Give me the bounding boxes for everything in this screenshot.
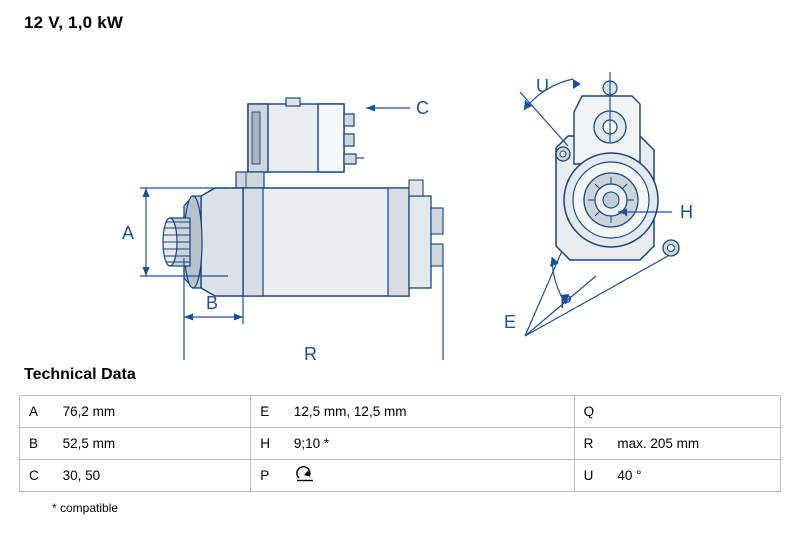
row-key-a: A <box>20 396 54 428</box>
label-h: H <box>680 202 693 222</box>
row-value-c: 30, 50 <box>54 460 251 492</box>
technical-data-table <box>19 395 781 492</box>
row-value-h: 9;10 * <box>285 428 574 460</box>
row-value-u: 40 ° <box>608 460 780 492</box>
label-a: A <box>122 223 135 243</box>
leader-c <box>366 105 410 112</box>
label-c: C <box>416 98 429 118</box>
row-value-e: 12,5 mm, 12,5 mm <box>285 396 574 428</box>
solenoid-part <box>248 98 364 172</box>
row-value-p <box>285 460 574 492</box>
row-value-b: 52,5 mm <box>54 428 251 460</box>
label-b: B <box>206 293 219 313</box>
label-e: E <box>504 312 517 332</box>
row-key-u: U <box>574 460 608 492</box>
row-value-q <box>608 396 780 428</box>
side-view-group <box>122 98 443 360</box>
technical-data-title: Technical Data <box>24 366 136 383</box>
row-value-r: max. 205 mm <box>608 428 780 460</box>
row-key-b: B <box>20 428 54 460</box>
row-key-q: Q <box>574 396 608 428</box>
pinion-front <box>564 153 658 247</box>
row-key-e: E <box>251 396 285 428</box>
table-row <box>20 396 781 428</box>
table-row <box>20 428 781 460</box>
row-value-a: 76,2 mm <box>54 396 251 428</box>
starter-motor-drawing <box>0 36 800 360</box>
angle-p-e <box>525 251 668 336</box>
row-key-r: R <box>574 428 608 460</box>
front-view-group <box>504 72 693 336</box>
page-title: 12 V, 1,0 kW <box>24 13 124 32</box>
table-row <box>20 460 781 492</box>
label-r: R <box>304 344 317 360</box>
label-p: P <box>560 292 573 312</box>
row-key-p: P <box>251 460 285 492</box>
pinion-gear <box>163 218 190 266</box>
row-key-h: H <box>251 428 285 460</box>
label-u: U <box>536 76 549 96</box>
rotation-direction-icon <box>294 465 316 486</box>
drive-end-housing <box>184 188 243 296</box>
solenoid-front <box>574 81 640 164</box>
footnote: * compatible <box>52 501 119 515</box>
motor-body <box>243 180 443 296</box>
row-key-c: C <box>20 460 54 492</box>
